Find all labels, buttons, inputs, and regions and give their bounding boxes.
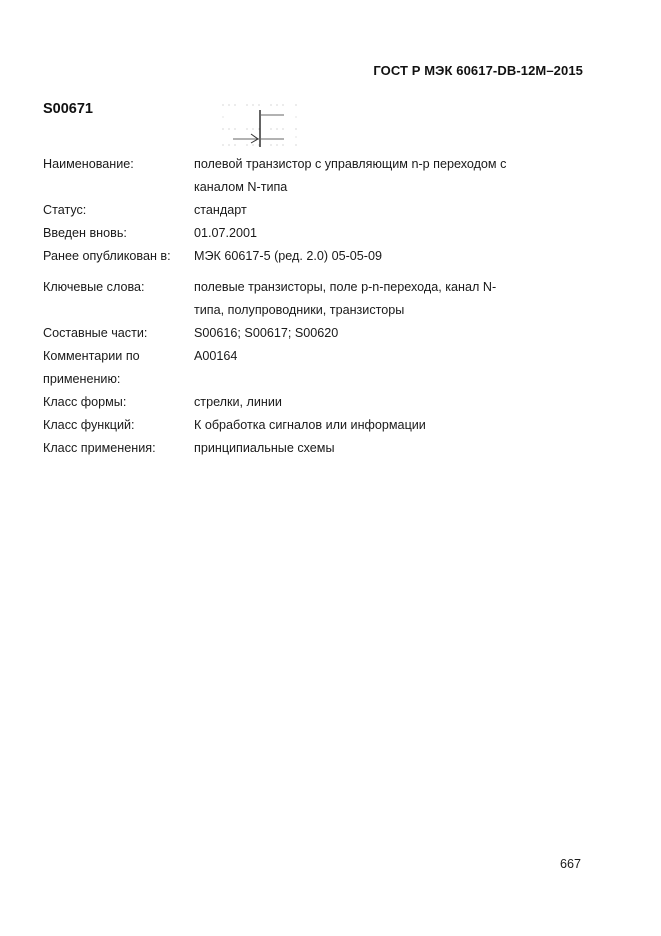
attribute-table <box>43 153 563 460</box>
field-label: Введен вновь: <box>43 226 127 240</box>
field-value: стрелки, линии <box>194 395 282 409</box>
field-row-function-class <box>43 414 563 437</box>
field-label: Комментарии по применению: <box>43 349 140 386</box>
field-value: полевой транзистор с управляющим n-p переходом с каналом N-типа <box>194 157 507 194</box>
field-row-application-class <box>43 437 563 460</box>
field-row-previously-published <box>43 245 563 268</box>
field-label: Класс формы: <box>43 395 127 409</box>
field-row-keywords <box>43 276 563 322</box>
field-row-introduced <box>43 222 563 245</box>
field-row-status <box>43 199 563 222</box>
field-row-application-notes <box>43 345 563 391</box>
field-label: Составные части: <box>43 326 148 340</box>
field-label: Ранее опубликован в: <box>43 249 171 263</box>
field-value: A00164 <box>194 349 238 363</box>
standard-title: ГОСТ Р МЭК 60617-DB-12M–2015 <box>373 63 583 78</box>
field-value: стандарт <box>194 203 247 217</box>
field-label: Наименование: <box>43 157 134 171</box>
field-label: Статус: <box>43 203 87 217</box>
field-value: полевые транзисторы, поле p-n-перехода, канал N-типа, полупроводники, транзисторы <box>194 280 497 317</box>
field-value: К обработка сигналов или информации <box>194 418 426 432</box>
field-value: S00616; S00617; S00620 <box>194 326 339 340</box>
field-value: принципиальные схемы <box>194 441 335 455</box>
field-row-components <box>43 322 563 345</box>
field-value: 01.07.2001 <box>194 226 258 240</box>
field-label: Класс применения: <box>43 441 156 455</box>
field-value: МЭК 60617-5 (ред. 2.0) 05-05-09 <box>194 249 382 263</box>
n-channel-jfet-icon <box>220 100 305 150</box>
symbol-id: S00671 <box>43 101 93 117</box>
field-label: Класс функций: <box>43 418 135 432</box>
page-number: 667 <box>559 857 581 871</box>
field-row-name <box>43 153 563 199</box>
field-row-shape-class <box>43 391 563 414</box>
field-label: Ключевые слова: <box>43 280 145 294</box>
